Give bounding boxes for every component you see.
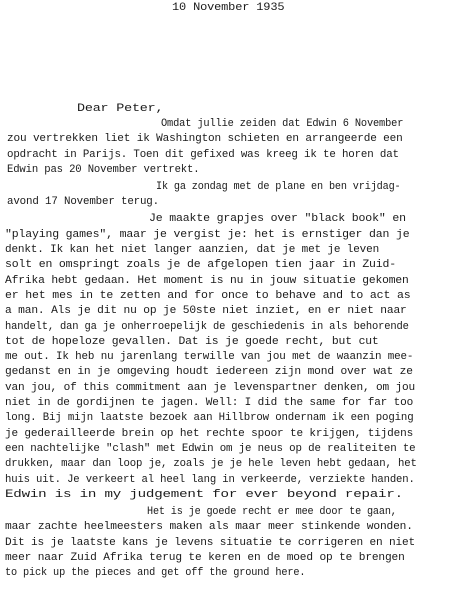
body-line: een nachtelijke "clash" met Edwin om je neus op de realiteiten te <box>5 442 416 455</box>
body-line: opdracht in Parijs. Toen dit gefixed was kreeg ik te horen dat <box>7 148 399 161</box>
body-line: handelt, dan ga je onherroepelijk de geschiedenis in als behorende <box>5 320 409 333</box>
body-line: huis uit. Je verkeert al heel lang in verkeerde, verziekte handen. <box>5 473 415 486</box>
body-line: to pick up the pieces and get off the ground here. <box>5 567 306 580</box>
body-line: Omdat jullie zeiden dat Edwin 6 November <box>161 117 404 130</box>
body-line: tot de hopeloze gevallen. Dat is je goede recht, but cut <box>5 335 379 348</box>
body-line: er het mes in te zetten and for once to behave and to act as <box>5 289 411 302</box>
body-line: "playing games", maar je vergist je: het is ernstiger dan je <box>5 228 410 241</box>
body-line: niet in de gordijnen te jagen. Well: I did the same for far too <box>5 397 414 410</box>
body-line: Edwin pas 20 November vertrekt. <box>7 163 200 176</box>
body-line: meer naar Zuid Afrika terug te keren en de moed op te brengen <box>5 551 405 564</box>
body-line: Afrika hebt gedaan. Het moment is nu in jouw situatie gekomen <box>5 274 409 287</box>
body-line: Je maakte grapjes over "black book" en <box>149 213 406 226</box>
salutation: Dear Peter, <box>77 102 164 115</box>
body-line: Ik ga zondag met de plane en ben vrijdag- <box>156 180 401 193</box>
body-line: solt en omspringt zoals je de afgelopen tien jaar in Zuid- <box>5 259 397 272</box>
body-line: Het is je goede recht er mee door te gaan, <box>147 505 397 518</box>
body-line: avond 17 November terug. <box>7 196 159 209</box>
body-line: je gederailleerde brein op het rechte spoor te krijgen, tijdens <box>5 427 414 440</box>
body-line: gedanst en in je omgeving houdt iedereen zijn mond over wat ze <box>5 366 413 379</box>
body-line: me out. Ik heb nu jarenlang terwille van jou met de waanzin mee- <box>5 351 414 364</box>
body-line: zou vertrekken liet ik Washington schieten en arrangeerde een <box>7 133 403 146</box>
body-line: Edwin is in my judgement for ever beyond repair. <box>5 488 403 501</box>
body-line: van jou, of this commitment aan je levenspartner denken, om jou <box>5 381 416 394</box>
body-line: Dit is je laatste kans je levens situatie te corrigeren en niet <box>5 536 416 549</box>
body-line: drukken, maar dan loop je, zoals je je hele leven hebt gedaan, het <box>5 458 417 471</box>
body-line: long. Bij mijn laatste bezoek aan Hillbrow ondernam ik een poging <box>5 412 414 425</box>
letter-date: 10 November 1935 <box>172 2 285 14</box>
body-line: a man. Als je dit nu op je 50ste niet inziet, en er niet naar <box>5 305 407 318</box>
body-line: denkt. Ik kan het niet langer aanzien, dat je met je leven <box>5 243 380 256</box>
body-line: maar zachte heelmeesters maken als maar meer stinkende wonden. <box>5 521 413 534</box>
